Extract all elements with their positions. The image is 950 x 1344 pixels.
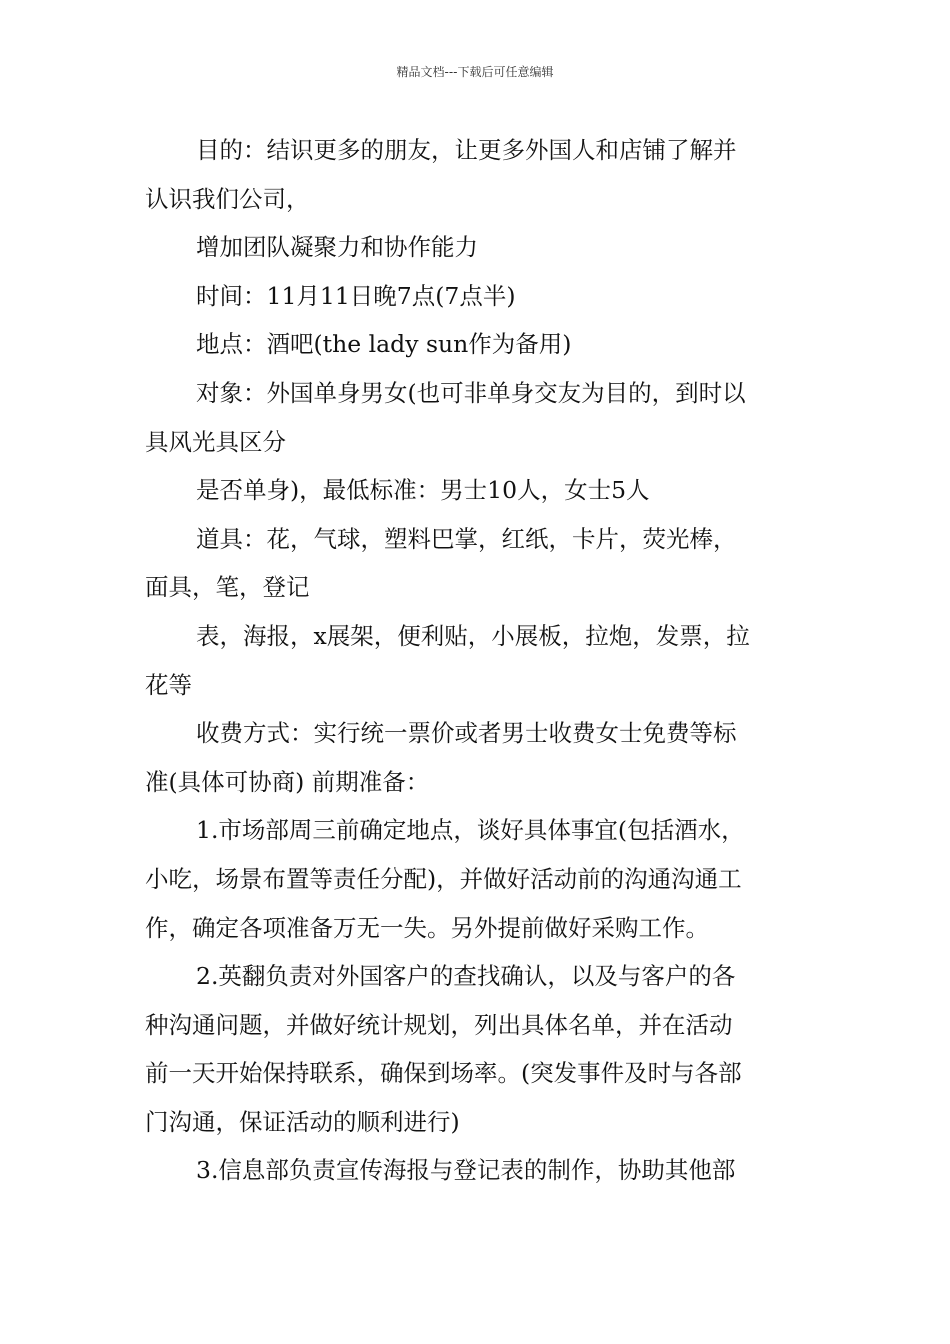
text-line: 时间：11月11日晚7点(7点半): [196, 281, 516, 310]
text-line: 地点：酒吧(the lady sun作为备用): [196, 330, 572, 359]
text-line: 小吃，场景布置等责任分配)，并做好活动前的沟通沟通工: [145, 864, 742, 893]
text-line: 花等: [145, 670, 192, 699]
text-line: 前一天开始保持联系，确保到场率。(突发事件及时与各部: [145, 1059, 742, 1088]
text-line: 表，海报，x展架，便利贴，小展板，拉炮，发票，拉: [196, 621, 750, 650]
text-line: 是否单身)，最低标准：男士10人，女士5人: [196, 476, 650, 505]
text-line: 种沟通问题，并做好统计规划，列出具体名单，并在活动: [145, 1010, 733, 1039]
text-line: 面具，笔，登记: [145, 573, 310, 602]
page-header: 精品文档---下载后可任意编辑: [396, 65, 554, 79]
document-body: [145, 126, 807, 1195]
text-line: 门沟通，保证活动的顺利进行): [145, 1107, 460, 1136]
text-line: 作，确定各项准备万无一失。另外提前做好采购工作。: [145, 913, 709, 942]
text-line: 目的：结识更多的朋友，让更多外国人和店铺了解并: [196, 136, 737, 164]
text-line: 3.信息部负责宣传海报与登记表的制作，协助其他部: [196, 1156, 736, 1185]
text-line: 收费方式：实行统一票价或者男士收费女士免费等标: [196, 719, 737, 748]
text-line: 认识我们公司，: [145, 184, 310, 213]
text-line: 道具：花，气球，塑料巴掌，红纸，卡片，荧光棒，: [196, 524, 737, 553]
text-line: 2.英翻负责对外国客户的查找确认，以及与客户的各: [196, 962, 736, 991]
text-line: 准(具体可协商) 前期准备：: [145, 767, 430, 796]
text-line: 1.市场部周三前确定地点，谈好具体事宜(包括酒水，: [196, 816, 745, 845]
text-line: 增加团队凝聚力和协作能力: [196, 233, 478, 262]
text-line: 具风光具区分: [145, 427, 286, 456]
text-line: 对象：外国单身男女(也可非单身交友为目的，到时以: [196, 378, 746, 407]
